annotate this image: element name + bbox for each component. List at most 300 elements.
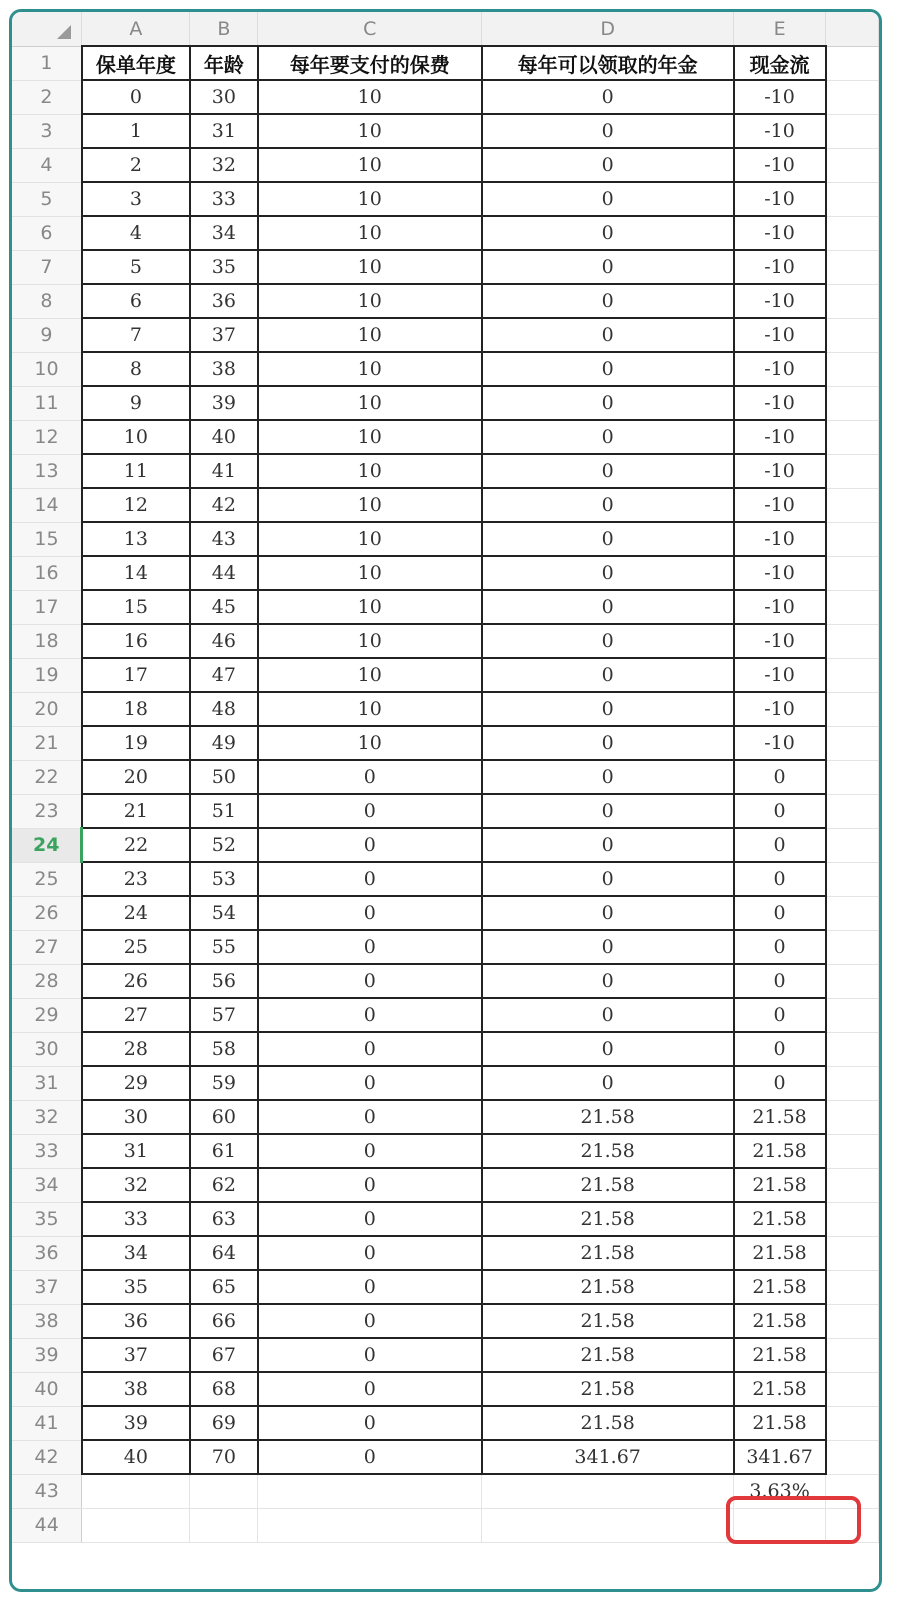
data-cell[interactable]: 10 <box>258 216 482 250</box>
row-header[interactable]: 34 <box>12 1168 82 1202</box>
data-cell[interactable]: 21.58 <box>482 1304 734 1338</box>
data-cell[interactable]: -10 <box>734 624 826 658</box>
row-header[interactable]: 43 <box>12 1474 82 1508</box>
data-cell[interactable]: 60 <box>190 1100 258 1134</box>
data-cell[interactable]: 57 <box>190 998 258 1032</box>
row-header[interactable]: 42 <box>12 1440 82 1474</box>
data-cell[interactable]: 0 <box>258 1134 482 1168</box>
cell[interactable] <box>826 1270 879 1304</box>
cell[interactable] <box>826 454 879 488</box>
data-cell[interactable]: 10 <box>258 658 482 692</box>
cell[interactable] <box>258 1508 482 1542</box>
data-cell[interactable]: 0 <box>258 930 482 964</box>
data-cell[interactable]: 0 <box>258 1202 482 1236</box>
data-cell[interactable]: -10 <box>734 420 826 454</box>
data-cell[interactable]: 59 <box>190 1066 258 1100</box>
data-cell[interactable]: 10 <box>258 454 482 488</box>
data-cell[interactable]: 20 <box>82 760 190 794</box>
cell[interactable] <box>190 1474 258 1508</box>
cell[interactable] <box>826 998 879 1032</box>
data-cell[interactable]: 10 <box>258 624 482 658</box>
row-header[interactable]: 20 <box>12 692 82 726</box>
data-cell[interactable]: 32 <box>190 148 258 182</box>
data-cell[interactable]: 341.67 <box>482 1440 734 1474</box>
data-cell[interactable]: 69 <box>190 1406 258 1440</box>
data-cell[interactable]: 49 <box>190 726 258 760</box>
data-cell[interactable]: -10 <box>734 454 826 488</box>
data-cell[interactable]: 0 <box>482 760 734 794</box>
data-cell[interactable]: 0 <box>482 930 734 964</box>
data-cell[interactable]: 37 <box>190 318 258 352</box>
data-cell[interactable]: 0 <box>258 1066 482 1100</box>
column-header-a[interactable]: A <box>82 12 190 46</box>
cell[interactable] <box>190 1508 258 1542</box>
data-cell[interactable]: 21.58 <box>482 1372 734 1406</box>
data-cell[interactable]: 39 <box>190 386 258 420</box>
data-cell[interactable]: 55 <box>190 930 258 964</box>
data-cell[interactable]: 2 <box>82 148 190 182</box>
header-cell[interactable]: 每年要支付的保费 <box>258 46 482 80</box>
data-cell[interactable]: 16 <box>82 624 190 658</box>
data-cell[interactable]: 12 <box>82 488 190 522</box>
row-header[interactable]: 3 <box>12 114 82 148</box>
data-cell[interactable]: 10 <box>258 182 482 216</box>
data-cell[interactable]: 42 <box>190 488 258 522</box>
row-header[interactable]: 1 <box>12 46 82 80</box>
row-header[interactable]: 26 <box>12 896 82 930</box>
data-cell[interactable]: 58 <box>190 1032 258 1066</box>
data-cell[interactable]: 46 <box>190 624 258 658</box>
data-cell[interactable]: 31 <box>190 114 258 148</box>
data-cell[interactable]: 34 <box>190 216 258 250</box>
data-cell[interactable]: 24 <box>82 896 190 930</box>
cell[interactable] <box>482 1474 734 1508</box>
cell[interactable] <box>826 148 879 182</box>
row-header[interactable]: 41 <box>12 1406 82 1440</box>
row-header[interactable]: 19 <box>12 658 82 692</box>
data-cell[interactable]: 0 <box>258 1440 482 1474</box>
cell[interactable] <box>826 1168 879 1202</box>
column-header-c[interactable]: C <box>258 12 482 46</box>
cell[interactable] <box>826 828 879 862</box>
row-header[interactable]: 6 <box>12 216 82 250</box>
data-cell[interactable]: -10 <box>734 692 826 726</box>
cell[interactable] <box>826 420 879 454</box>
data-cell[interactable]: 0 <box>482 964 734 998</box>
data-cell[interactable]: 0 <box>258 828 482 862</box>
data-cell[interactable]: 51 <box>190 794 258 828</box>
data-cell[interactable]: 45 <box>190 590 258 624</box>
data-cell[interactable]: 50 <box>190 760 258 794</box>
data-cell[interactable]: 47 <box>190 658 258 692</box>
data-cell[interactable]: 10 <box>258 692 482 726</box>
data-cell[interactable]: 34 <box>82 1236 190 1270</box>
header-cell[interactable]: 现金流 <box>734 46 826 80</box>
data-cell[interactable]: 0 <box>482 862 734 896</box>
data-cell[interactable]: 0 <box>482 556 734 590</box>
data-cell[interactable]: 0 <box>482 1066 734 1100</box>
row-header[interactable]: 9 <box>12 318 82 352</box>
data-cell[interactable]: 0 <box>734 998 826 1032</box>
data-cell[interactable]: 10 <box>258 590 482 624</box>
data-cell[interactable]: 6 <box>82 284 190 318</box>
data-cell[interactable]: 32 <box>82 1168 190 1202</box>
data-cell[interactable]: 62 <box>190 1168 258 1202</box>
cell[interactable] <box>826 1338 879 1372</box>
data-cell[interactable]: 0 <box>258 1270 482 1304</box>
cell[interactable] <box>826 1440 879 1474</box>
data-cell[interactable]: -10 <box>734 590 826 624</box>
data-cell[interactable]: 38 <box>190 352 258 386</box>
data-cell[interactable]: -10 <box>734 318 826 352</box>
cell[interactable] <box>482 1508 734 1542</box>
row-header[interactable]: 39 <box>12 1338 82 1372</box>
cell[interactable] <box>826 318 879 352</box>
row-header[interactable]: 21 <box>12 726 82 760</box>
data-cell[interactable]: 40 <box>190 420 258 454</box>
irr-result-cell[interactable]: 3.63% <box>734 1474 826 1508</box>
data-cell[interactable]: 0 <box>482 488 734 522</box>
data-cell[interactable]: 66 <box>190 1304 258 1338</box>
data-cell[interactable]: 43 <box>190 522 258 556</box>
data-cell[interactable]: 21.58 <box>734 1304 826 1338</box>
data-cell[interactable]: 21.58 <box>482 1168 734 1202</box>
data-cell[interactable]: 33 <box>190 182 258 216</box>
data-cell[interactable]: 0 <box>258 1032 482 1066</box>
data-cell[interactable]: 0 <box>258 794 482 828</box>
data-cell[interactable]: -10 <box>734 114 826 148</box>
row-header[interactable]: 12 <box>12 420 82 454</box>
data-cell[interactable]: 0 <box>734 1066 826 1100</box>
column-header-b[interactable]: B <box>190 12 258 46</box>
data-cell[interactable]: 0 <box>482 998 734 1032</box>
data-cell[interactable]: -10 <box>734 182 826 216</box>
data-cell[interactable]: 0 <box>258 1236 482 1270</box>
data-cell[interactable]: 0 <box>734 760 826 794</box>
cell[interactable] <box>826 1236 879 1270</box>
row-header[interactable]: 27 <box>12 930 82 964</box>
row-header[interactable]: 15 <box>12 522 82 556</box>
cell[interactable] <box>826 896 879 930</box>
data-cell[interactable]: 40 <box>82 1440 190 1474</box>
data-cell[interactable]: 0 <box>482 590 734 624</box>
data-cell[interactable]: 64 <box>190 1236 258 1270</box>
data-cell[interactable]: 19 <box>82 726 190 760</box>
data-cell[interactable]: 27 <box>82 998 190 1032</box>
row-header[interactable]: 16 <box>12 556 82 590</box>
data-cell[interactable]: 21.58 <box>482 1202 734 1236</box>
cell[interactable] <box>826 522 879 556</box>
data-cell[interactable]: 65 <box>190 1270 258 1304</box>
data-cell[interactable]: 0 <box>482 216 734 250</box>
header-cell[interactable]: 保单年度 <box>82 46 190 80</box>
data-cell[interactable]: 0 <box>258 1338 482 1372</box>
data-cell[interactable]: 0 <box>482 80 734 114</box>
row-header[interactable]: 32 <box>12 1100 82 1134</box>
row-header[interactable]: 35 <box>12 1202 82 1236</box>
data-cell[interactable]: 13 <box>82 522 190 556</box>
data-cell[interactable]: 21.58 <box>482 1338 734 1372</box>
data-cell[interactable]: 21.58 <box>482 1100 734 1134</box>
data-cell[interactable]: 52 <box>190 828 258 862</box>
data-cell[interactable]: 0 <box>734 794 826 828</box>
header-cell[interactable]: 年龄 <box>190 46 258 80</box>
data-cell[interactable]: 21.58 <box>734 1372 826 1406</box>
row-header[interactable]: 8 <box>12 284 82 318</box>
data-cell[interactable]: 21.58 <box>482 1236 734 1270</box>
data-cell[interactable]: 341.67 <box>734 1440 826 1474</box>
row-header[interactable]: 31 <box>12 1066 82 1100</box>
row-header-active[interactable]: 24 <box>12 828 82 862</box>
data-cell[interactable]: 10 <box>258 488 482 522</box>
data-cell[interactable]: 53 <box>190 862 258 896</box>
data-cell[interactable]: 0 <box>482 114 734 148</box>
cell[interactable] <box>826 284 879 318</box>
data-cell[interactable]: 10 <box>258 556 482 590</box>
data-cell[interactable]: 38 <box>82 1372 190 1406</box>
cell[interactable] <box>826 488 879 522</box>
data-cell[interactable]: 36 <box>82 1304 190 1338</box>
data-cell[interactable]: 30 <box>82 1100 190 1134</box>
data-cell[interactable]: -10 <box>734 522 826 556</box>
cell[interactable] <box>826 1406 879 1440</box>
data-cell[interactable]: 35 <box>190 250 258 284</box>
data-cell[interactable]: -10 <box>734 488 826 522</box>
data-cell[interactable]: 0 <box>734 1032 826 1066</box>
data-cell[interactable]: 10 <box>258 420 482 454</box>
data-cell[interactable]: 9 <box>82 386 190 420</box>
data-cell[interactable]: 21.58 <box>734 1168 826 1202</box>
data-cell[interactable]: -10 <box>734 658 826 692</box>
data-cell[interactable]: 21.58 <box>734 1270 826 1304</box>
data-cell[interactable]: 0 <box>734 896 826 930</box>
data-cell[interactable]: 4 <box>82 216 190 250</box>
cell[interactable] <box>826 726 879 760</box>
data-cell[interactable]: 29 <box>82 1066 190 1100</box>
data-cell[interactable]: 7 <box>82 318 190 352</box>
data-cell[interactable]: 0 <box>258 1100 482 1134</box>
row-header[interactable]: 36 <box>12 1236 82 1270</box>
data-cell[interactable]: 0 <box>482 454 734 488</box>
data-cell[interactable]: 0 <box>734 828 826 862</box>
data-cell[interactable]: 10 <box>258 80 482 114</box>
data-cell[interactable]: 67 <box>190 1338 258 1372</box>
row-header[interactable]: 28 <box>12 964 82 998</box>
data-cell[interactable]: 28 <box>82 1032 190 1066</box>
data-cell[interactable]: 21.58 <box>734 1202 826 1236</box>
data-cell[interactable]: 0 <box>258 1372 482 1406</box>
cell[interactable] <box>826 930 879 964</box>
row-header[interactable]: 30 <box>12 1032 82 1066</box>
data-cell[interactable]: 21.58 <box>734 1134 826 1168</box>
column-header-d[interactable]: D <box>482 12 734 46</box>
data-cell[interactable]: 11 <box>82 454 190 488</box>
cell[interactable] <box>826 250 879 284</box>
cell[interactable] <box>258 1474 482 1508</box>
data-cell[interactable]: 23 <box>82 862 190 896</box>
data-cell[interactable]: 10 <box>258 284 482 318</box>
row-header[interactable]: 5 <box>12 182 82 216</box>
cell[interactable] <box>826 1202 879 1236</box>
cell[interactable] <box>82 1474 190 1508</box>
data-cell[interactable]: 56 <box>190 964 258 998</box>
data-cell[interactable]: 0 <box>258 896 482 930</box>
cell[interactable] <box>826 182 879 216</box>
header-cell[interactable]: 每年可以领取的年金 <box>482 46 734 80</box>
cell[interactable] <box>826 1100 879 1134</box>
data-cell[interactable]: 0 <box>482 1032 734 1066</box>
cell[interactable] <box>826 1508 879 1542</box>
data-cell[interactable]: 54 <box>190 896 258 930</box>
data-cell[interactable]: 0 <box>482 386 734 420</box>
cell[interactable] <box>826 80 879 114</box>
data-cell[interactable]: 14 <box>82 556 190 590</box>
data-cell[interactable]: 0 <box>258 1304 482 1338</box>
cell[interactable] <box>734 1508 826 1542</box>
row-header[interactable]: 40 <box>12 1372 82 1406</box>
data-cell[interactable]: 25 <box>82 930 190 964</box>
data-cell[interactable]: 3 <box>82 182 190 216</box>
data-cell[interactable]: 0 <box>258 964 482 998</box>
row-header[interactable]: 17 <box>12 590 82 624</box>
row-header[interactable]: 11 <box>12 386 82 420</box>
data-cell[interactable]: 21.58 <box>482 1270 734 1304</box>
cell[interactable] <box>826 590 879 624</box>
data-cell[interactable]: 10 <box>258 726 482 760</box>
column-header-e[interactable]: E <box>734 12 826 46</box>
data-cell[interactable]: -10 <box>734 216 826 250</box>
data-cell[interactable]: 0 <box>258 1168 482 1202</box>
cell[interactable] <box>826 1066 879 1100</box>
data-cell[interactable]: 0 <box>482 794 734 828</box>
row-header[interactable]: 37 <box>12 1270 82 1304</box>
data-cell[interactable]: 15 <box>82 590 190 624</box>
data-cell[interactable]: 21.58 <box>734 1100 826 1134</box>
data-cell[interactable]: 41 <box>190 454 258 488</box>
data-cell[interactable]: -10 <box>734 80 826 114</box>
data-cell[interactable]: 0 <box>482 692 734 726</box>
spreadsheet-grid[interactable] <box>12 12 879 1543</box>
cell[interactable] <box>82 1508 190 1542</box>
data-cell[interactable]: -10 <box>734 284 826 318</box>
row-header[interactable]: 38 <box>12 1304 82 1338</box>
data-cell[interactable]: 68 <box>190 1372 258 1406</box>
data-cell[interactable]: 31 <box>82 1134 190 1168</box>
data-cell[interactable]: 10 <box>258 148 482 182</box>
cell[interactable] <box>826 352 879 386</box>
cell[interactable] <box>826 862 879 896</box>
data-cell[interactable]: 22 <box>82 828 190 862</box>
data-cell[interactable]: 0 <box>258 760 482 794</box>
cell[interactable] <box>826 1304 879 1338</box>
data-cell[interactable]: -10 <box>734 386 826 420</box>
data-cell[interactable]: 0 <box>482 726 734 760</box>
row-header[interactable]: 10 <box>12 352 82 386</box>
data-cell[interactable]: 10 <box>258 318 482 352</box>
cell[interactable] <box>826 1032 879 1066</box>
cell[interactable] <box>826 1134 879 1168</box>
row-header[interactable]: 14 <box>12 488 82 522</box>
cell[interactable] <box>826 216 879 250</box>
row-header[interactable]: 4 <box>12 148 82 182</box>
select-all-corner[interactable] <box>12 12 82 46</box>
row-header[interactable]: 25 <box>12 862 82 896</box>
data-cell[interactable]: 17 <box>82 658 190 692</box>
data-cell[interactable]: -10 <box>734 556 826 590</box>
data-cell[interactable]: 0 <box>482 352 734 386</box>
data-cell[interactable]: 0 <box>734 930 826 964</box>
data-cell[interactable]: 10 <box>82 420 190 454</box>
data-cell[interactable]: 44 <box>190 556 258 590</box>
data-cell[interactable]: 0 <box>482 420 734 454</box>
cell[interactable] <box>826 46 879 80</box>
data-cell[interactable]: 35 <box>82 1270 190 1304</box>
data-cell[interactable]: 0 <box>482 250 734 284</box>
data-cell[interactable]: -10 <box>734 352 826 386</box>
row-header[interactable]: 29 <box>12 998 82 1032</box>
row-header[interactable]: 18 <box>12 624 82 658</box>
column-header-f[interactable] <box>826 12 879 46</box>
data-cell[interactable]: 37 <box>82 1338 190 1372</box>
data-cell[interactable]: 63 <box>190 1202 258 1236</box>
data-cell[interactable]: 0 <box>82 80 190 114</box>
data-cell[interactable]: 10 <box>258 386 482 420</box>
data-cell[interactable]: 10 <box>258 114 482 148</box>
row-header[interactable]: 7 <box>12 250 82 284</box>
data-cell[interactable]: 10 <box>258 352 482 386</box>
cell[interactable] <box>826 794 879 828</box>
data-cell[interactable]: 0 <box>482 318 734 352</box>
data-cell[interactable]: -10 <box>734 250 826 284</box>
row-header[interactable]: 22 <box>12 760 82 794</box>
data-cell[interactable]: 10 <box>258 522 482 556</box>
data-cell[interactable]: 30 <box>190 80 258 114</box>
cell[interactable] <box>826 114 879 148</box>
data-cell[interactable]: 39 <box>82 1406 190 1440</box>
data-cell[interactable]: 0 <box>482 522 734 556</box>
data-cell[interactable]: 0 <box>482 148 734 182</box>
data-cell[interactable]: 26 <box>82 964 190 998</box>
data-cell[interactable]: 21.58 <box>734 1338 826 1372</box>
data-cell[interactable]: 61 <box>190 1134 258 1168</box>
data-cell[interactable]: 0 <box>482 284 734 318</box>
row-header[interactable]: 33 <box>12 1134 82 1168</box>
data-cell[interactable]: 0 <box>258 862 482 896</box>
cell[interactable] <box>826 624 879 658</box>
cell[interactable] <box>826 386 879 420</box>
cell[interactable] <box>826 658 879 692</box>
row-header[interactable]: 44 <box>12 1508 82 1542</box>
data-cell[interactable]: 70 <box>190 1440 258 1474</box>
cell[interactable] <box>826 1474 879 1508</box>
data-cell[interactable]: 48 <box>190 692 258 726</box>
data-cell[interactable]: 0 <box>258 1406 482 1440</box>
data-cell[interactable]: 0 <box>482 828 734 862</box>
data-cell[interactable]: 8 <box>82 352 190 386</box>
data-cell[interactable]: 5 <box>82 250 190 284</box>
data-cell[interactable]: 21.58 <box>734 1406 826 1440</box>
data-cell[interactable]: 0 <box>482 624 734 658</box>
data-cell[interactable]: -10 <box>734 726 826 760</box>
data-cell[interactable]: 0 <box>482 658 734 692</box>
cell[interactable] <box>826 556 879 590</box>
data-cell[interactable]: 0 <box>734 862 826 896</box>
data-cell[interactable]: 21.58 <box>482 1134 734 1168</box>
row-header[interactable]: 2 <box>12 80 82 114</box>
data-cell[interactable]: 18 <box>82 692 190 726</box>
cell[interactable] <box>826 692 879 726</box>
cell[interactable] <box>826 1372 879 1406</box>
